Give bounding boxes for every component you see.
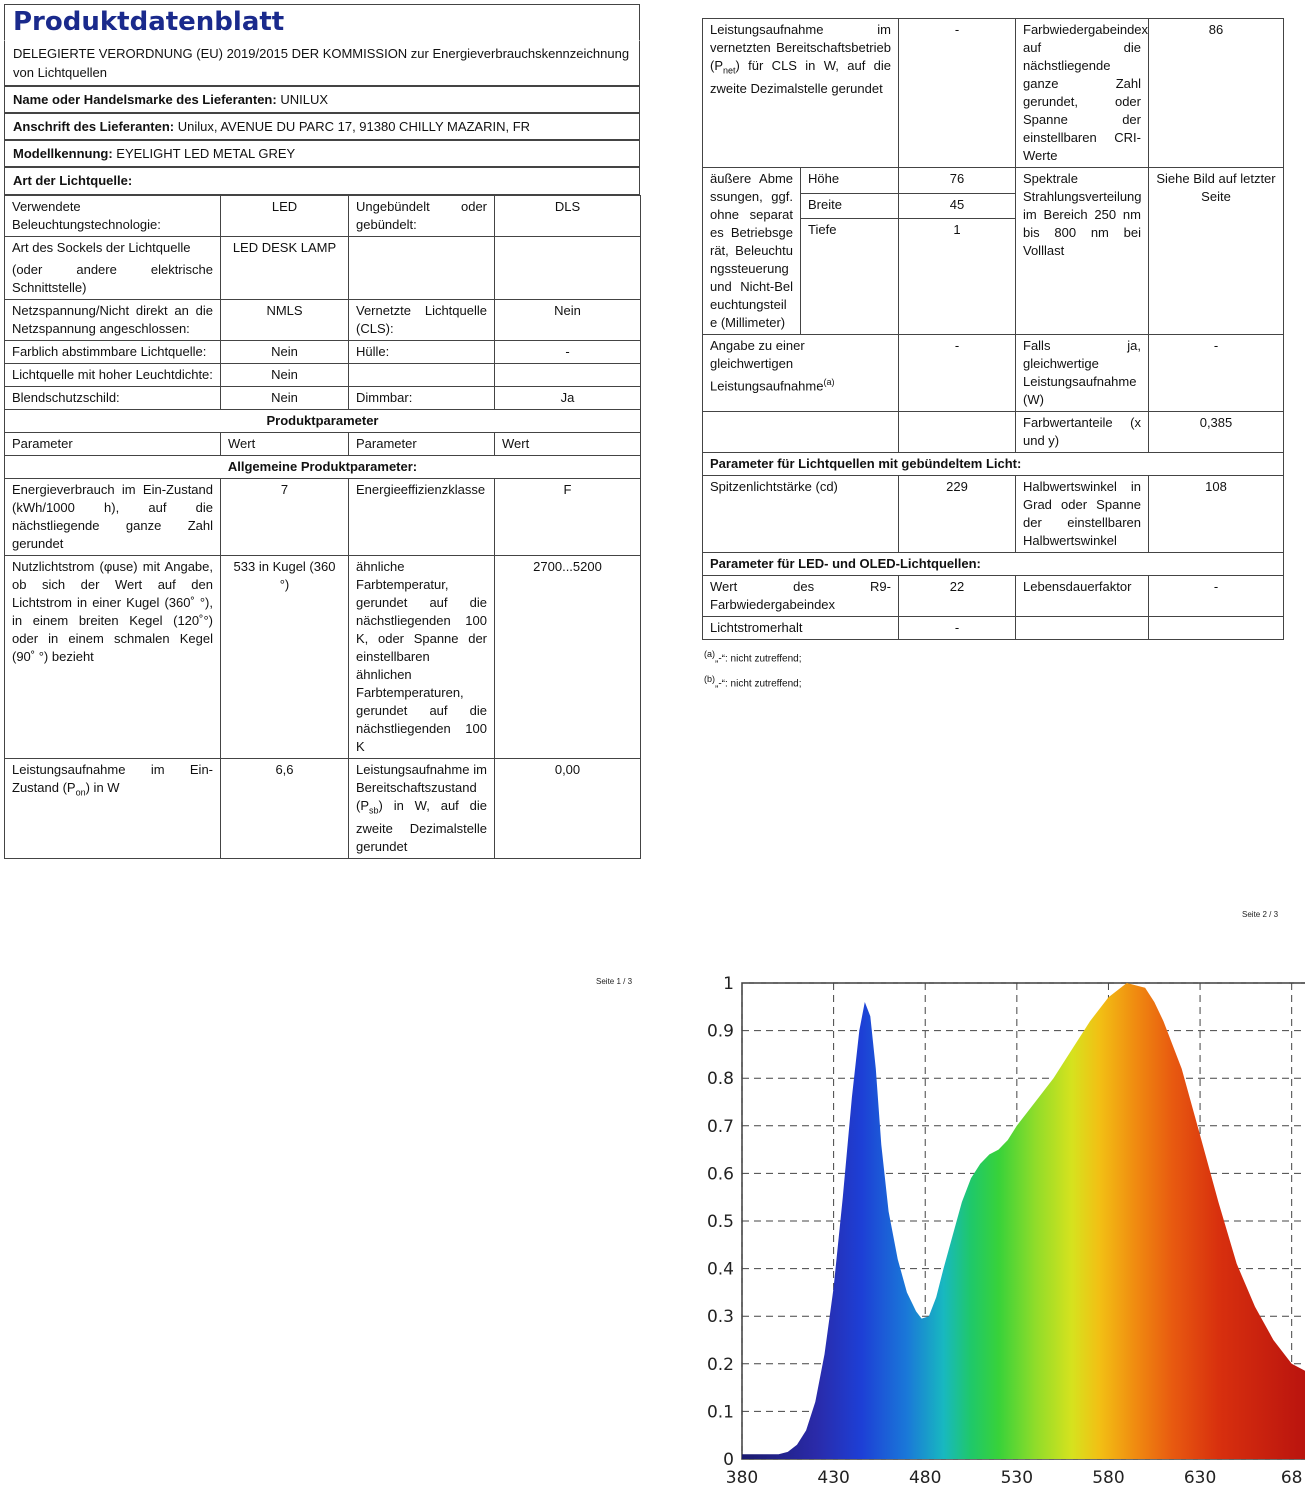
section-heading: Produktparameter [5, 410, 641, 433]
table-row [5, 300, 641, 341]
text: Leistungsaufnahme im Bereitschaftszustand (P [356, 762, 487, 813]
cell: Hülle: [349, 341, 495, 364]
spectrum-chart-svg [695, 965, 1305, 1500]
section-heading: Allgemeine Produktparameter: [5, 456, 641, 479]
footnote-mark: (b) [704, 674, 715, 685]
column-header: Parameter [5, 433, 221, 456]
footnote-mark: (a) [704, 649, 715, 659]
subscript: sb [369, 805, 379, 816]
text: ) für CLS in W, auf die zweite Dezimalstelle gerundet [710, 58, 891, 96]
regulation-text [4, 40, 640, 86]
cell [5, 237, 221, 300]
cell [5, 759, 221, 859]
footnote-a [704, 644, 1283, 669]
cell-line: (oder andere elektrische Schnittstelle) [12, 262, 213, 295]
cell: 86 [1149, 19, 1284, 168]
y-tick-label: 0.6 [706, 1164, 734, 1185]
cell [703, 412, 899, 453]
cell: Verwendete Beleuchtungstechnologie: [5, 196, 221, 237]
cell: Breite [801, 193, 899, 219]
x-tick-label: 530 [1000, 1468, 1034, 1488]
model-row [4, 140, 640, 167]
subscript: on [75, 787, 86, 798]
spectrum-chart [695, 965, 1305, 1500]
y-tick-label: 0 [723, 1450, 734, 1470]
cell: Netzspannung/Nicht direkt an die Netzspannung angeschlossen: [5, 300, 221, 341]
table-row [703, 453, 1284, 476]
cell-line: Art des Sockels der Lichtquelle [12, 240, 191, 255]
y-tick-label: 0.9 [706, 1021, 734, 1042]
cell: Spitzenlichtstärke (cd) [703, 476, 899, 553]
section-heading: Parameter für Lichtquellen mit gebündeltem Licht: [703, 453, 1284, 476]
cell: F [495, 479, 641, 556]
cell: 22 [899, 576, 1016, 617]
cell [703, 335, 899, 412]
footnote-text: „-“: nicht zutreffend; [715, 678, 802, 690]
address-row [4, 113, 640, 140]
supplier-value: UNILUX [280, 92, 329, 107]
supplier-row [4, 86, 640, 113]
cell [495, 364, 641, 387]
cell [1149, 617, 1284, 640]
cell: - [899, 617, 1016, 640]
cell: Farblich abstimmbare Lichtquelle: [5, 341, 221, 364]
cell: Nein [221, 341, 349, 364]
cell: - [899, 335, 1016, 412]
cell: Nein [495, 300, 641, 341]
cell [899, 412, 1016, 453]
column-header: Parameter [349, 433, 495, 456]
y-tick-label: 1 [723, 974, 734, 994]
cell: 1 [899, 219, 1016, 335]
table-row [5, 237, 641, 300]
cell: 229 [899, 476, 1016, 553]
y-tick-label: 0.1 [706, 1402, 734, 1423]
cell: Farbwertanteile (x und y) [1016, 412, 1149, 453]
cell: 533 in Kugel (360 °) [221, 556, 349, 759]
supplier-label: Name oder Handelsmarke des Lieferanten: [13, 92, 277, 107]
table-row [5, 341, 641, 364]
cell: Ja [495, 387, 641, 410]
type-label: Art der Lichtquelle: [13, 173, 133, 188]
subscript: net [723, 65, 736, 76]
x-tick-label: 380 [725, 1468, 759, 1488]
footnotes [702, 644, 1283, 695]
x-tick-label: 430 [817, 1468, 850, 1488]
table-row [5, 410, 641, 433]
table-row [703, 576, 1284, 617]
text: Leistungsaufnahme im vernetzten Bereitschaftsbetrieb (P [710, 22, 891, 73]
section-heading: Parameter für LED- und OLED-Lichtquellen: [703, 553, 1284, 576]
cell: Nutzlichtstrom (φuse) mit Angabe, ob sich der Wert auf den Lichtstrom in einer Kugel (360˚ °), in einem breiten Kegel (120˚°) oder in einem schmalen Kegel (90˚ °) bezieht [5, 556, 221, 759]
cell: Energieeffizienzklasse [349, 479, 495, 556]
x-tick-label: 580 [1092, 1468, 1125, 1488]
cell [703, 19, 899, 168]
cell: Vernetzte Lichtquelle (CLS): [349, 300, 495, 341]
type-row [4, 167, 640, 195]
table-row [5, 387, 641, 410]
table-row [703, 553, 1284, 576]
cell: Tiefe [801, 219, 899, 335]
cell: Dimmbar: [349, 387, 495, 410]
superscript: (a) [823, 377, 835, 387]
cell: Höhe [801, 168, 899, 194]
y-tick-label: 0.5 [706, 1212, 734, 1232]
cell [1016, 617, 1149, 640]
y-tick-label: 0.8 [706, 1069, 734, 1090]
table-row [703, 168, 1284, 194]
address-label: Anschrift des Lieferanten: [13, 119, 175, 134]
cell: Falls ja, gleichwertige Leistungsaufnahme (W) [1016, 335, 1149, 412]
y-tick-label: 0.4 [706, 1259, 734, 1280]
product-table-page-2 [702, 18, 1284, 640]
cell: Lichtstromerhalt [703, 617, 899, 640]
cell: äußere Abmessungen, ggf. ohne separates Betriebsgerät, Beleuchtungssteuerung und Nicht-Beleuchtungsteile (Millimeter) [703, 168, 801, 335]
x-tick-label: 68 [1280, 1468, 1303, 1488]
regulation-label: DELEGIERTE VERORDNUNG (EU) 2019/2015 DER KOMMISSION zur Energieverbrauchskennzeichnung von Lichtquellen [13, 46, 630, 80]
model-label: Modellkennung: [13, 146, 113, 161]
cell: ähnliche Farbtemperatur, gerundet auf die nächstliegenden 100 K, oder Spanne der einstellbaren ähnlichen Farbtemperaturen, gerundet auf die nächstliegenden 100 K [349, 556, 495, 759]
cell: - [1149, 576, 1284, 617]
cell: Nein [221, 364, 349, 387]
cell: 0,385 [1149, 412, 1284, 453]
cell: 108 [1149, 476, 1284, 553]
cell [349, 237, 495, 300]
table-row [5, 364, 641, 387]
table-row [5, 556, 641, 759]
cell: Spektrale Strahlungsverteilung im Bereich 250 nm bis 800 nm bei Volllast [1016, 168, 1149, 335]
cell: 6,6 [221, 759, 349, 859]
cell: Siehe Bild auf letzter Seite [1149, 168, 1284, 335]
cell: Farbwiedergabeindex auf die nächstliegende ganze Zahl gerundet, oder Spanne der einstellbaren CRI-Werte [1016, 19, 1149, 168]
table-row [5, 456, 641, 479]
cell [349, 759, 495, 859]
address-value: Unilux, AVENUE DU PARC 17, 91380 CHILLY MAZARIN, FR [177, 119, 531, 134]
x-tick-label: 630 [1183, 1468, 1217, 1488]
text: Angabe zu einer gleichwertigen Leistungsaufnahme [710, 338, 824, 394]
column-header: Wert [221, 433, 349, 456]
footnote-b [704, 669, 1283, 694]
footnote-text: „-“: nicht zutreffend; [715, 653, 802, 665]
cell: 0,00 [495, 759, 641, 859]
cell: - [495, 341, 641, 364]
page-number-1: Seite 1 / 3 [596, 977, 633, 986]
cell [495, 237, 641, 300]
table-row [703, 412, 1284, 453]
cell [349, 364, 495, 387]
x-tick-label: 480 [908, 1468, 942, 1488]
document-title: Produktdatenblatt [4, 4, 640, 40]
table-row [5, 433, 641, 456]
cell: LED [221, 196, 349, 237]
cell: Wert des R9-Farbwiedergabeindex [703, 576, 899, 617]
table-row [703, 335, 1284, 412]
model-value: EYELIGHT LED METAL GREY [116, 146, 296, 161]
cell: Halbwertswinkel in Grad oder Spanne der einstellbaren Halbwertswinkel [1016, 476, 1149, 553]
text: Leistungsaufnahme im Ein-Zustand (P [12, 762, 213, 795]
table-row [703, 617, 1284, 640]
cell: Blendschutzschild: [5, 387, 221, 410]
page-number-2: Seite 2 / 3 [1242, 910, 1279, 919]
cell: - [1149, 335, 1284, 412]
table-row [703, 476, 1284, 553]
cell: Energieverbrauch im Ein-Zustand (kWh/1000 h), auf die nächstliegende ganze Zahl gerundet [5, 479, 221, 556]
text: ) in W [85, 780, 120, 795]
cell: 2700...5200 [495, 556, 641, 759]
table-row [5, 759, 641, 859]
text: ) in W, auf die zweite Dezimalstelle gerundet [356, 798, 487, 854]
table-row [5, 196, 641, 237]
cell: Lebensdauerfaktor [1016, 576, 1149, 617]
cell: LED DESK LAMP [221, 237, 349, 300]
page-1 [4, 4, 640, 859]
cell: DLS [495, 196, 641, 237]
page-2 [702, 18, 1283, 695]
cell: Lichtquelle mit hoher Leuchtdichte: [5, 364, 221, 387]
cell: 76 [899, 168, 1016, 194]
y-tick-label: 0.7 [706, 1116, 734, 1137]
product-table-page-1 [4, 195, 641, 859]
column-header: Wert [495, 433, 641, 456]
table-row [703, 19, 1284, 168]
cell: 7 [221, 479, 349, 556]
y-tick-label: 0.2 [706, 1354, 734, 1375]
cell: Ungebündelt oder gebündelt: [349, 196, 495, 237]
table-row [5, 479, 641, 556]
cell: 45 [899, 193, 1016, 219]
cell: - [899, 19, 1016, 168]
cell: Nein [221, 387, 349, 410]
cell: NMLS [221, 300, 349, 341]
y-tick-label: 0.3 [706, 1307, 734, 1328]
